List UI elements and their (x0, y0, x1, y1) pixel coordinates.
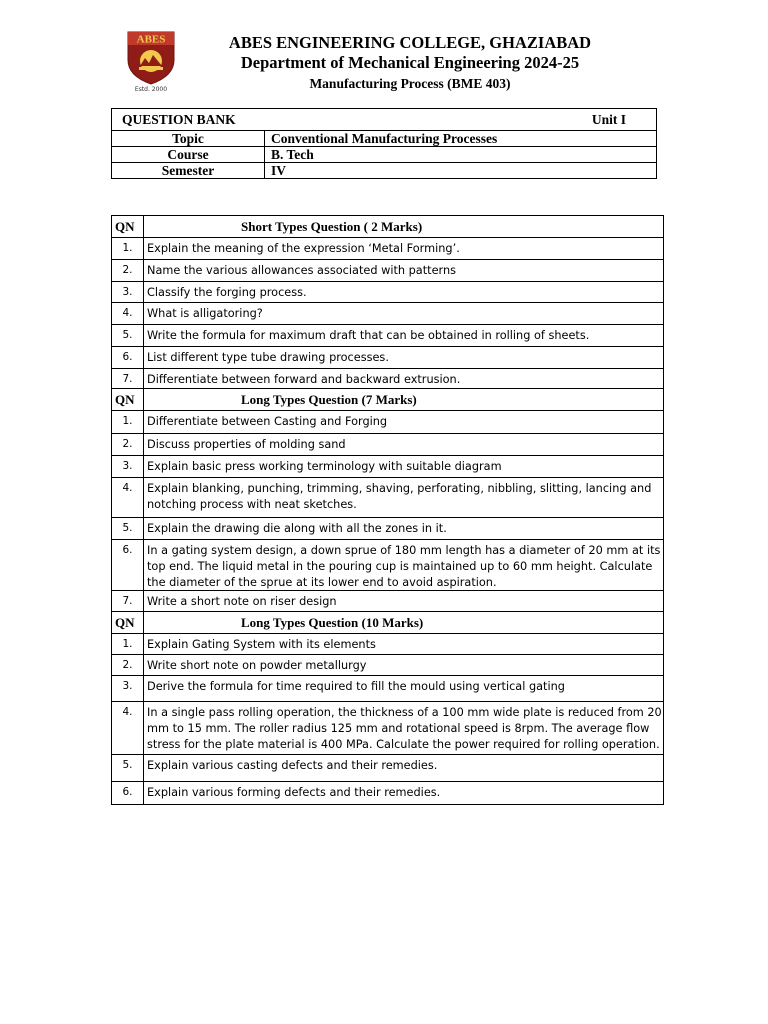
question-text: Differentiate between forward and backward extrusion. (144, 369, 664, 389)
question-number: 6. (112, 540, 144, 591)
question-row (112, 238, 664, 260)
question-number: 1. (112, 411, 144, 434)
question-row (112, 478, 664, 518)
course-value: B. Tech (265, 147, 657, 163)
question-text: In a gating system design, a down sprue of 180 mm length has a diameter of 20 mm at its top end. The liquid metal in the pouring cup is maintained up to 60 mm height. Calculate the diameter of the sprue at its lower end to avoid aspiration. (144, 540, 664, 591)
department-name: Department of Mechanical Engineering 2024-25 (240, 53, 580, 72)
qn-header: QN (112, 389, 144, 411)
semester-label: Semester (112, 163, 265, 179)
question-number: 3. (112, 282, 144, 303)
question-number: 5. (112, 755, 144, 782)
question-text: Differentiate between Casting and Forging (144, 411, 664, 434)
logo-text: ABES (136, 33, 166, 46)
question-text: Derive the formula for time required to fill the mould using vertical gating (144, 676, 664, 702)
question-row (112, 303, 664, 325)
qn-header: QN (112, 216, 144, 238)
college-name: ABES ENGINEERING COLLEGE, GHAZIABAD (228, 33, 592, 52)
question-row (112, 325, 664, 347)
topic-label: Topic (112, 131, 265, 147)
question-row (112, 634, 664, 655)
question-text: Write a short note on riser design (144, 591, 664, 612)
question-number: 1. (112, 238, 144, 260)
question-text: What is alligatoring? (144, 303, 664, 325)
question-row (112, 282, 664, 303)
question-row (112, 655, 664, 676)
question-row (112, 456, 664, 478)
question-text: List different type tube drawing processes. (144, 347, 664, 369)
question-row (112, 755, 664, 782)
question-number: 6. (112, 782, 144, 805)
page-header (200, 33, 620, 93)
question-text: Explain the drawing die along with all the zones in it. (144, 518, 664, 540)
question-number: 5. (112, 325, 144, 347)
question-number: 7. (112, 591, 144, 612)
section-title: Long Types Question (7 Marks) (144, 389, 664, 411)
question-row (112, 411, 664, 434)
info-table (111, 108, 657, 179)
question-row (112, 260, 664, 282)
question-row (112, 782, 664, 805)
section-title: Long Types Question (10 Marks) (144, 612, 664, 634)
questions-table (111, 215, 664, 805)
question-text: Discuss properties of molding sand (144, 434, 664, 456)
unit-label: Unit I (591, 111, 626, 127)
question-number: 4. (112, 303, 144, 325)
section-header-row (112, 389, 664, 411)
question-bank-title-cell (112, 109, 657, 131)
question-row (112, 676, 664, 702)
section-title: Short Types Question ( 2 Marks) (144, 216, 664, 238)
question-row (112, 518, 664, 540)
question-text: Write the formula for maximum draft that can be obtained in rolling of sheets. (144, 325, 664, 347)
semester-value: IV (265, 163, 657, 179)
question-text: Explain basic press working terminology with suitable diagram (144, 456, 664, 478)
question-text: Explain blanking, punching, trimming, shaving, perforating, nibbling, slitting, lancing and notching process with neat sketches. (144, 478, 664, 518)
question-bank-title: QUESTION BANK (122, 111, 236, 127)
subject-name: Manufacturing Process (BME 403) (309, 76, 511, 91)
question-number: 2. (112, 655, 144, 676)
question-row (112, 347, 664, 369)
question-number: 2. (112, 260, 144, 282)
question-number: 4. (112, 478, 144, 518)
question-text: Classify the forging process. (144, 282, 664, 303)
question-text: Explain the meaning of the expression ‘Metal Forming’. (144, 238, 664, 260)
question-number: 1. (112, 634, 144, 655)
question-row (112, 540, 664, 591)
course-label: Course (112, 147, 265, 163)
college-logo (124, 30, 180, 92)
question-row (112, 591, 664, 612)
question-number: 4. (112, 702, 144, 755)
question-text: Name the various allowances associated with patterns (144, 260, 664, 282)
college-logo-emblem (124, 30, 180, 92)
qn-header: QN (112, 612, 144, 634)
question-text: Explain Gating System with its elements (144, 634, 664, 655)
topic-value: Conventional Manufacturing Processes (265, 131, 657, 147)
question-text: In a single pass rolling operation, the thickness of a 100 mm wide plate is reduced from 20 mm to 15 mm. The roller radius 125 mm and rotational speed is 8rpm. The average flow stress for the plate material is 400 MPa. Calculate the power required for rolling operation. (144, 702, 664, 755)
question-number: 5. (112, 518, 144, 540)
question-row (112, 434, 664, 456)
question-number: 6. (112, 347, 144, 369)
question-row (112, 369, 664, 389)
question-text: Explain various casting defects and their remedies. (144, 755, 664, 782)
question-number: 3. (112, 676, 144, 702)
question-text: Write short note on powder metallurgy (144, 655, 664, 676)
question-text: Explain various forming defects and their remedies. (144, 782, 664, 805)
question-number: 3. (112, 456, 144, 478)
question-row (112, 702, 664, 755)
section-header-row (112, 216, 664, 238)
section-header-row (112, 612, 664, 634)
question-number: 7. (112, 369, 144, 389)
logo-estd: Estd. 2000 (134, 86, 168, 92)
question-number: 2. (112, 434, 144, 456)
